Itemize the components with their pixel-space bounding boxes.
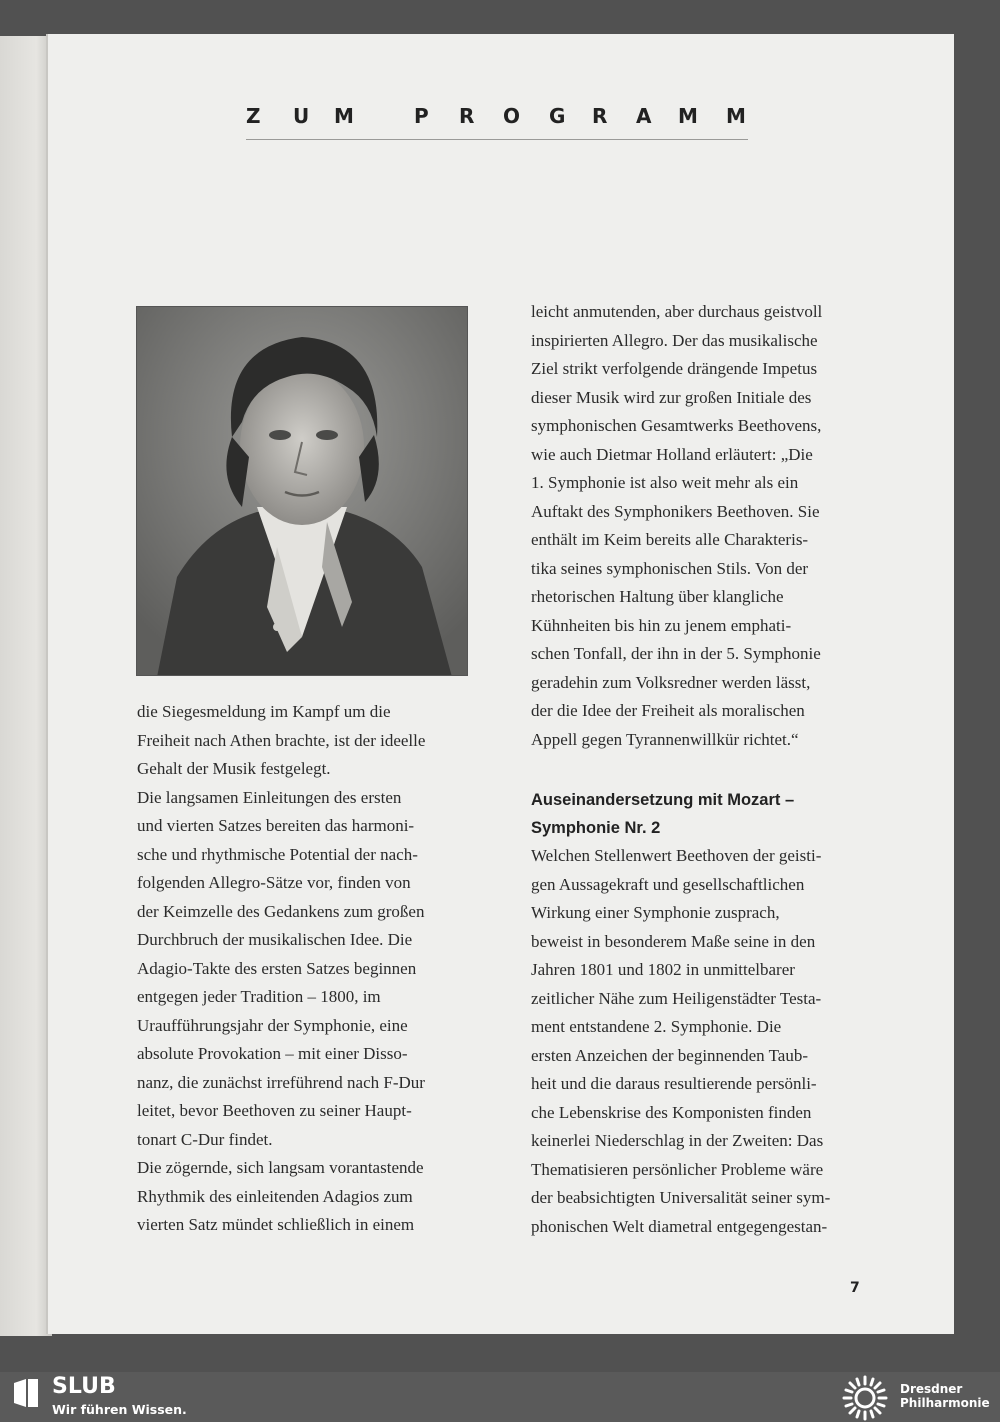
text-line: Appell gegen Tyrannenwillkür richtet.“ — [531, 729, 799, 749]
section-subheading — [531, 786, 871, 842]
text-line: Die zögernde, sich langsam vorantastende — [137, 1158, 424, 1177]
text-line: nanz, die zunächst irreführend nach F-Dur — [137, 1072, 425, 1092]
text-line: symphonischen Gesamtwerks Beethovens, — [531, 416, 822, 435]
text-line: folgenden Allegro-Sätze vor, finden von — [137, 873, 411, 892]
header-letter: O — [503, 104, 521, 128]
header-letter: M — [334, 104, 354, 128]
header-letter: P — [414, 104, 429, 128]
header-letter: Z — [246, 104, 261, 128]
text-line: Auftakt des Symphonikers Beethoven. Sie — [531, 501, 820, 521]
partner-name-line2: Philharmonie — [900, 1396, 990, 1410]
text-line: rhetorischen Haltung über klangliche — [531, 587, 784, 606]
header-letter: R — [459, 104, 475, 128]
portrait-drawing — [137, 307, 468, 676]
header-rule — [246, 139, 748, 140]
text-line: leitet, bevor Beethoven zu seiner Haupt- — [137, 1101, 412, 1120]
text-line: heit und die daraus resultierende persönli- — [531, 1074, 817, 1093]
text-line: dieser Musik wird zur großen Initiale des — [531, 387, 812, 407]
text-line: und vierten Satzes bereiten das harmoni- — [137, 816, 415, 835]
header-letter: R — [592, 104, 608, 128]
header-letter: A — [636, 104, 652, 128]
left-text-column — [137, 698, 487, 1240]
text-line: wie auch Dietmar Holland erläutert: „Die — [531, 444, 813, 464]
header-letter: U — [293, 104, 310, 128]
text-line: sche und rhythmische Potential der nach- — [137, 844, 418, 864]
text-line: inspirierten Allegro. Der das musikalische — [531, 330, 818, 350]
header-letter: G — [549, 104, 566, 128]
text-line: Uraufführungsjahr der Symphonie, eine — [137, 1015, 408, 1035]
text-line: der Keimzelle des Gedankens zum großen — [137, 901, 425, 921]
page-number: 7 — [850, 1280, 860, 1296]
text-line: schen Tonfall, der ihn in der 5. Symphonie — [531, 644, 821, 663]
portrait-image — [136, 306, 468, 676]
subheading-line: Auseinandersetzung mit Mozart – — [531, 791, 795, 809]
slub-tagline: Wir führen Wissen. — [52, 1402, 187, 1417]
partner-name[interactable] — [900, 1382, 990, 1410]
text-line: Jahren 1801 und 1802 in unmittelbarer — [531, 960, 795, 979]
text-line: Die langsamen Einleitungen des ersten — [137, 787, 402, 807]
header-letter: M — [678, 104, 698, 128]
text-line: phonischen Welt diametral entgegengestan- — [531, 1216, 828, 1236]
footer-bar — [0, 1372, 1000, 1422]
text-line: Welchen Stellenwert Beethoven der geisti- — [531, 846, 822, 865]
sunburst-logo-icon[interactable] — [842, 1375, 888, 1421]
text-line: Adagio-Takte des ersten Satzes beginnen — [137, 958, 417, 978]
text-line: enthält im Keim bereits alle Charakteris- — [531, 530, 809, 549]
text-line: 1. Symphonie ist also weit mehr als ein — [531, 473, 799, 492]
text-line: der die Idee der Freiheit als moralischen — [531, 701, 805, 720]
text-line: Rhythmik des einleitenden Adagios zum — [137, 1186, 413, 1206]
subheading-line: Symphonie Nr. 2 — [531, 819, 661, 837]
text-line: Wirkung einer Symphonie zusprach, — [531, 903, 780, 922]
header-letter: M — [726, 104, 746, 128]
text-line: zeitlicher Nähe zum Heiligenstädter Testa- — [531, 988, 822, 1008]
text-line: leicht anmutenden, aber durchaus geistvoll — [531, 302, 823, 321]
text-line: tonart C-Dur findet. — [137, 1129, 273, 1149]
page-header-title — [246, 104, 746, 130]
partner-name-line1: Dresdner — [900, 1382, 963, 1396]
text-line: Gehalt der Musik festgelegt. — [137, 759, 331, 778]
text-line: che Lebenskrise des Komponisten finden — [531, 1102, 812, 1122]
text-line: keinerlei Niederschlag in der Zweiten: Das — [531, 1131, 824, 1150]
text-line: der beabsichtigten Universalität seiner sym- — [531, 1188, 831, 1207]
text-line: geradehin zum Volksredner werden lässt, — [531, 672, 811, 692]
text-line: entgegen jeder Tradition – 1800, im — [137, 987, 381, 1006]
right-text-column — [531, 298, 871, 754]
text-line: Kühnheiten bis hin zu jenem emphati- — [531, 615, 792, 635]
text-line: tika seines symphonischen Stils. Von der — [531, 558, 809, 578]
text-line: ment entstandene 2. Symphonie. Die — [531, 1017, 782, 1036]
text-line: Durchbruch der musikalischen Idee. Die — [137, 930, 413, 949]
slub-logo-icon[interactable] — [12, 1379, 40, 1407]
text-line: Freiheit nach Athen brachte, ist der ideelle — [137, 730, 426, 750]
slub-name[interactable]: SLUB — [52, 1374, 116, 1399]
text-line: absolute Provokation – mit einer Disso- — [137, 1044, 408, 1063]
document-page — [46, 34, 954, 1334]
text-line: beweist in besonderem Maße seine in den — [531, 931, 816, 951]
text-line: gen Aussagekraft und gesellschaftlichen — [531, 874, 805, 894]
text-line: Ziel strikt verfolgende drängende Impetus — [531, 359, 818, 378]
text-line: ersten Anzeichen der beginnenden Taub- — [531, 1045, 808, 1065]
left-page-edge — [0, 36, 52, 1336]
text-line: die Siegesmeldung im Kampf um die — [137, 702, 391, 721]
text-line: vierten Satz mündet schließlich in einem — [137, 1215, 415, 1234]
text-line: Thematisieren persönlicher Probleme wäre — [531, 1159, 824, 1179]
right-text-column-section-2 — [531, 842, 871, 1241]
